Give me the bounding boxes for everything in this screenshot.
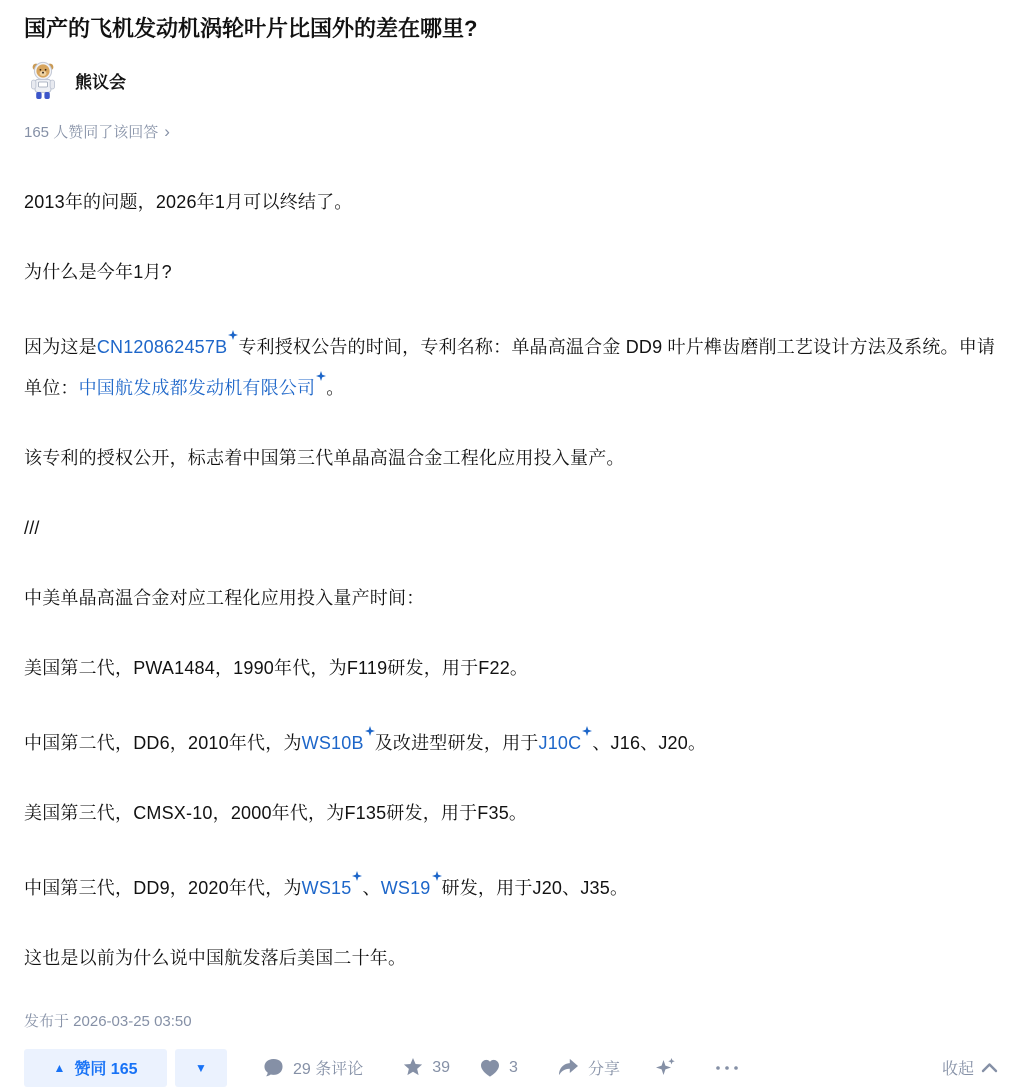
inline-link[interactable]: CN120862457B xyxy=(97,337,239,357)
text-segment: 该专利的授权公开，标志着中国第三代单晶高温合金工程化应用投入量产。 xyxy=(24,447,625,468)
answer-paragraph xyxy=(24,184,998,220)
text-segment: 为什么是今年1月? xyxy=(24,261,172,282)
ellipsis-icon xyxy=(714,1064,740,1072)
heart-button[interactable] xyxy=(480,1059,518,1077)
text-segment: 2013年的问题，2026年1月可以终结了。 xyxy=(24,191,353,212)
heart-icon xyxy=(480,1059,500,1077)
text-segment: 这也是以前为什么说中国航发落后美国二十年。 xyxy=(24,947,407,968)
sparkle-icon xyxy=(654,1056,678,1080)
text-segment: 中美单晶高温合金对应工程化应用投入量产时间： xyxy=(24,587,425,608)
inline-link[interactable]: WS10B xyxy=(302,733,375,753)
text-segment: 美国第三代，CMSX-10，2000年代，为F135研发，用于F35。 xyxy=(24,802,528,823)
action-bar xyxy=(24,1049,998,1087)
teddy-astronaut-avatar-image xyxy=(25,60,61,102)
inline-link[interactable]: 中国航发成都发动机有限公司 xyxy=(79,378,327,398)
chevron-up-icon xyxy=(981,1062,998,1073)
text-segment: 。 xyxy=(326,377,345,398)
answer-paragraph xyxy=(24,795,998,831)
avatar[interactable] xyxy=(24,60,62,102)
more-button[interactable] xyxy=(714,1064,740,1072)
upvote-triangle-icon: ▲ xyxy=(53,1060,66,1075)
answer-paragraph xyxy=(24,940,998,976)
text-segment: 研发，用于J20、J35。 xyxy=(441,877,629,898)
answer-paragraph xyxy=(24,254,998,290)
answer-paragraph xyxy=(24,324,998,406)
upvoter-summary-text: 165 人赞同了该回答 xyxy=(24,123,159,141)
collapse-label: 收起 xyxy=(941,1061,974,1079)
share-arrow-icon xyxy=(558,1058,579,1077)
question-title[interactable]: 国产的飞机发动机涡轮叶片比国外的差在哪里? xyxy=(24,16,478,41)
answer-paragraph xyxy=(24,440,998,476)
link-star-icon xyxy=(352,874,362,891)
star-button[interactable] xyxy=(403,1058,450,1077)
link-star-icon xyxy=(316,374,326,391)
text-segment: 中国第二代，DD6，2010年代，为 xyxy=(24,732,302,753)
author-row xyxy=(24,60,998,102)
text-segment: 专利授权公告的时间，专利名称：单晶高温合金 DD9 叶片榫齿磨削工艺设计方法及系统。申请单位： xyxy=(24,336,996,398)
text-segment: 及改进型研发，用于 xyxy=(374,732,539,753)
upvote-button[interactable] xyxy=(24,1049,167,1087)
collapse-button[interactable] xyxy=(942,1056,998,1079)
link-star-icon xyxy=(432,874,442,891)
text-segment: 美国第二代，PWA1484，1990年代，为F119研发，用于F22。 xyxy=(24,657,529,678)
link-star-icon xyxy=(365,729,375,746)
text-segment: 、 xyxy=(362,877,381,898)
star-icon xyxy=(403,1058,423,1077)
text-segment: 因为这是 xyxy=(24,336,97,357)
author-name[interactable]: 熊议会 xyxy=(75,73,126,93)
share-label: 分享 xyxy=(587,1061,620,1079)
answer-paragraph xyxy=(24,510,998,546)
inline-link[interactable]: WS19 xyxy=(381,878,442,898)
downvote-triangle-icon: ▼ xyxy=(195,1060,207,1075)
inline-link[interactable]: WS15 xyxy=(302,878,363,898)
link-star-icon xyxy=(582,729,592,746)
share-button[interactable] xyxy=(558,1056,620,1079)
text-segment: 、J16、J20。 xyxy=(592,732,707,753)
publish-time: 发布于 2026-03-25 03:50 xyxy=(24,1012,192,1030)
upvoter-summary-link[interactable] xyxy=(24,121,170,142)
answer-paragraph xyxy=(24,580,998,616)
heart-count: 3 xyxy=(509,1058,518,1076)
upvote-label: 赞同 165 xyxy=(74,1061,138,1079)
downvote-button[interactable] xyxy=(175,1049,227,1087)
comments-label: 29 条评论 xyxy=(293,1061,364,1079)
text-segment: /// xyxy=(24,517,40,538)
answer-paragraph xyxy=(24,865,998,906)
comment-bubble-icon xyxy=(263,1058,284,1078)
answer-paragraph xyxy=(24,650,998,686)
answer-paragraph xyxy=(24,720,998,761)
inline-link[interactable]: J10C xyxy=(539,733,593,753)
sparkle-button[interactable] xyxy=(654,1056,678,1080)
comments-button[interactable] xyxy=(263,1056,363,1079)
star-count: 39 xyxy=(432,1058,451,1076)
chevron-right-icon: › xyxy=(164,121,170,141)
link-star-icon xyxy=(228,333,238,350)
text-segment: 中国第三代，DD9，2020年代，为 xyxy=(24,877,302,898)
answer-content xyxy=(24,184,998,976)
